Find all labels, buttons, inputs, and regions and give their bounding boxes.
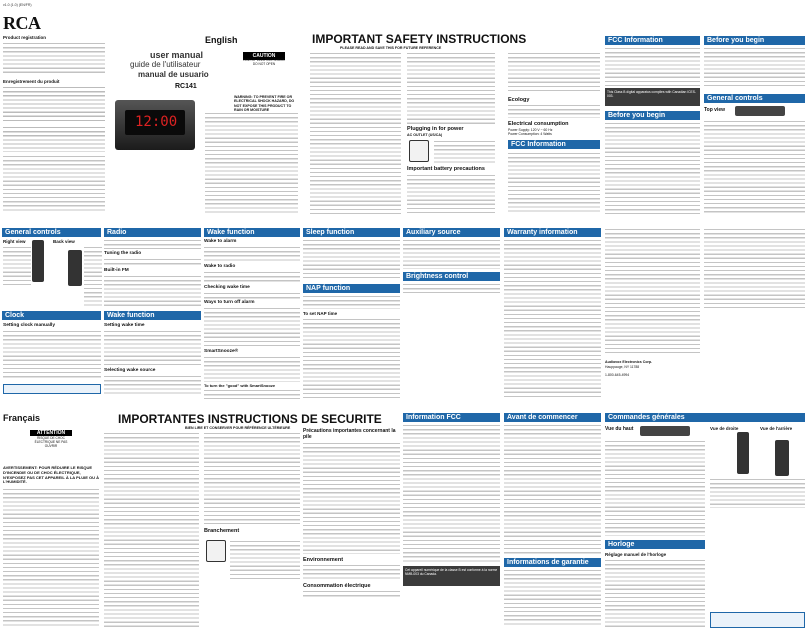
manual-title-es: manual de usuario bbox=[138, 70, 209, 79]
brightness-bar: Brightness control bbox=[403, 272, 500, 281]
aux-text bbox=[403, 239, 500, 269]
fcc-info-bar-right: FCC Information bbox=[605, 36, 700, 45]
info-fcc-text bbox=[403, 424, 500, 564]
canada-notice-fr: Cet appareil numérique de la classe B est conforme à la norme NMB-003 du Canada. bbox=[403, 566, 500, 586]
atomic-clock-note-fr bbox=[710, 612, 805, 628]
back-view-device bbox=[68, 250, 82, 286]
consommation-text bbox=[303, 590, 400, 598]
audiovox-name: Audiovox Electronics Corp. bbox=[605, 360, 653, 364]
auxiliary-bar: Auxiliary source bbox=[403, 228, 500, 237]
atomic-clock-note bbox=[3, 384, 101, 394]
nap-function-bar: NAP function bbox=[303, 284, 400, 293]
horloge-bar: Horloge bbox=[605, 540, 705, 549]
garantie-small-bar: Informations de garantie bbox=[504, 558, 601, 567]
safety-body-en-1 bbox=[205, 112, 298, 214]
manual-title-fr: guide de l'utilisateur bbox=[130, 60, 201, 69]
before-begin-bar-2: Before you begin bbox=[605, 111, 700, 120]
wake-to-alarm-heading: Wake to alarm bbox=[204, 239, 237, 244]
audiovox-address: Hauppauge, NY 11788 bbox=[605, 365, 640, 369]
warranty-text-2 bbox=[605, 228, 700, 356]
smartsnooze-text bbox=[204, 356, 300, 382]
commandes-text bbox=[605, 440, 705, 536]
wake-alarm-text bbox=[204, 246, 300, 262]
plugging-heading: Plugging in for power bbox=[407, 126, 464, 132]
selecting-wake-text bbox=[104, 375, 201, 395]
battery-precautions-heading: Important battery precautions bbox=[407, 166, 485, 172]
fcc-right-text bbox=[605, 47, 700, 87]
wake-function-bar: Wake function bbox=[204, 228, 300, 237]
safety-body-en-4 bbox=[508, 52, 600, 94]
warning-fr: AVERTISSEMENT: POUR RÉDUIRE LE RISQUE D'INCENDIE OU DE CHOC ÉLECTRIQUE, N'EXPOSEZ PAS CET APPAREIL À LA PLUIE OU À L'HUMIDITÉ. bbox=[3, 465, 99, 485]
attention-risk-text: RISQUE DE CHOC ÉLECTRIQUE NE PAS OUVRIR bbox=[34, 436, 68, 448]
attention-label: ATTENTION bbox=[30, 430, 72, 436]
reglage-manuel-heading: Réglage manuel de l'horloge bbox=[605, 552, 667, 557]
clock-display: 12:00 bbox=[135, 114, 178, 130]
ways-turn-off-heading: Ways to turn off alarm bbox=[204, 300, 255, 305]
english-heading: English bbox=[205, 35, 238, 45]
tuning-text bbox=[104, 258, 201, 266]
electrical-heading: Electrical consumption bbox=[508, 121, 569, 127]
before-begin-text bbox=[704, 47, 805, 87]
precautions-text bbox=[303, 442, 400, 554]
general-controls-bar: General controls bbox=[2, 228, 101, 237]
nap-text-1 bbox=[303, 295, 400, 309]
ecology-heading: Ecology bbox=[508, 97, 530, 103]
registration-text-en bbox=[3, 42, 105, 76]
version-label: v1.0 (1.0) (EN/FR) bbox=[3, 3, 32, 7]
setting-clock-text bbox=[3, 330, 101, 380]
environnement-text bbox=[303, 564, 400, 580]
power-consumption: Power Consumption: 4 Watts bbox=[508, 132, 552, 136]
registration-text-fr bbox=[3, 86, 105, 122]
tuning-radio-heading: Tuning the radio bbox=[104, 251, 142, 256]
avant-text bbox=[504, 424, 601, 554]
right-view-label: Right view bbox=[3, 239, 26, 244]
safety-body-fr-3 bbox=[204, 432, 300, 524]
horloge-text bbox=[605, 559, 705, 627]
warranty-bar: Warranty information bbox=[504, 228, 601, 237]
canada-notice-en: This Class B digital apparatus complies with Canadian ICES-003. bbox=[605, 88, 700, 106]
safety-body-fr-2 bbox=[104, 432, 199, 628]
brightness-text bbox=[403, 283, 500, 293]
turn-on-text bbox=[204, 389, 300, 399]
clock-bar: Clock bbox=[2, 311, 101, 320]
vue-arriere-label: Vue de l'arrière bbox=[760, 426, 793, 431]
registration-text-es2 bbox=[3, 155, 105, 213]
enregistrement-heading: Enregistrement du produit bbox=[3, 79, 60, 84]
before-begin-bar: Before you begin bbox=[704, 36, 805, 45]
registration-text-es bbox=[3, 126, 105, 152]
outlet-icon-fr bbox=[206, 540, 226, 562]
back-view-text bbox=[84, 246, 102, 306]
back-view-label: Back view bbox=[53, 239, 75, 244]
checking-wake-text bbox=[204, 292, 300, 300]
radio-text-1 bbox=[104, 239, 201, 249]
warranty-text-1 bbox=[504, 239, 601, 397]
audiovox-phone: 1-800-645-4994 bbox=[605, 373, 630, 377]
battery-text bbox=[407, 174, 495, 214]
wake-button-bar: Wake function bbox=[104, 311, 201, 320]
important-fr-subheading: BIEN LIRE ET CONSERVER POUR RÉFÉRENCE ULTÉRIEURE bbox=[185, 426, 291, 430]
product-registration-heading: Product registration bbox=[3, 35, 47, 40]
checking-wake-heading: Checking wake time bbox=[204, 285, 250, 290]
commandes-bar: Commandes générales bbox=[605, 413, 805, 422]
caution-risk-text: RISK OF ELECTRIC SHOCK DO NOT OPEN bbox=[243, 58, 285, 66]
smartsnooze-heading: SmartSnooze® bbox=[204, 349, 239, 354]
plugging-text bbox=[434, 140, 495, 164]
francais-heading: Français bbox=[3, 413, 41, 423]
safety-body-en-3 bbox=[407, 52, 495, 124]
precautions-fr-heading: Précautions importantes concernant la pile bbox=[303, 428, 396, 440]
clock-radio-image bbox=[115, 100, 195, 150]
vue-dessus-device bbox=[640, 426, 690, 436]
avant-bar: Avant de commencer bbox=[504, 413, 601, 422]
info-fcc-bar: Information FCC bbox=[403, 413, 500, 422]
commandes-text-r bbox=[710, 478, 805, 508]
sleep-function-bar: Sleep function bbox=[303, 228, 400, 237]
model-number: RC141 bbox=[175, 83, 197, 90]
wake-radio-text bbox=[204, 271, 300, 283]
builtin-fm-text bbox=[104, 275, 201, 307]
vue-arriere-device bbox=[775, 440, 789, 476]
vue-dessus-label: Vue du haut bbox=[605, 426, 634, 432]
vue-droite-device bbox=[737, 432, 749, 474]
builtin-fm-heading: Built-in FM bbox=[104, 268, 129, 273]
selecting-wake-heading: Selecting wake source bbox=[104, 368, 156, 373]
garantie-text bbox=[504, 569, 601, 627]
top-view-label: Top view bbox=[704, 107, 726, 113]
ac-outlet-label: AC OUTLET (US/CA) bbox=[407, 133, 443, 137]
radio-bar: Radio bbox=[104, 228, 201, 237]
right-view-device bbox=[32, 240, 44, 282]
fcc-info-bar-top: FCC Information bbox=[508, 140, 600, 149]
turn-on-heading: To turn the "good" with SmartSnooze bbox=[204, 383, 276, 388]
rca-logo: RCA bbox=[3, 13, 41, 33]
fcc-text-top bbox=[508, 152, 600, 214]
safety-body-en-2 bbox=[310, 52, 401, 214]
important-fr-heading: IMPORTANTES INSTRUCTIONS DE SECURITE bbox=[118, 412, 382, 426]
nap-text-2 bbox=[303, 318, 400, 398]
safety-body-fr-1 bbox=[3, 488, 99, 628]
setting-wake-heading: Setting wake time bbox=[104, 323, 145, 328]
branchement-heading: Branchement bbox=[204, 528, 240, 534]
wake-to-radio-heading: Wake to radio bbox=[204, 264, 236, 269]
top-view-device bbox=[735, 106, 785, 116]
important-safety-heading: IMPORTANT SAFETY INSTRUCTIONS bbox=[312, 32, 527, 46]
manual-title-en: user manual bbox=[150, 50, 204, 60]
ecology-text bbox=[508, 104, 600, 118]
environnement-heading: Environnement bbox=[303, 557, 344, 563]
general-controls-bar-right: General controls bbox=[704, 94, 805, 103]
branchement-text bbox=[230, 540, 300, 580]
right-view-text bbox=[3, 246, 31, 286]
power-supply: Power Supply: 120 V ~ 60 Hz bbox=[508, 128, 553, 132]
important-safety-subheading: PLEASE READ AND SAVE THIS FOR FUTURE REFERENCE bbox=[340, 46, 442, 50]
warranty-text-3 bbox=[704, 228, 805, 308]
top-view-text bbox=[704, 120, 805, 214]
setting-wake-text bbox=[104, 330, 201, 366]
outlet-icon bbox=[409, 140, 429, 162]
ways-text bbox=[204, 307, 300, 347]
setting-clock-heading: Setting clock manually bbox=[3, 323, 55, 328]
warning-en: WARNING: TO PREVENT FIRE OR ELECTRICAL SHOCK HAZARD, DO NOT EXPOSE THIS PRODUCT TO RAIN OR MOISTURE bbox=[234, 95, 295, 112]
consommation-heading: Consommation électrique bbox=[303, 583, 371, 589]
caution-label: CAUTION bbox=[243, 52, 285, 60]
before-begin-text-2 bbox=[605, 122, 700, 214]
set-nap-heading: To set NAP time bbox=[303, 311, 338, 316]
vue-droite-label: Vue de droite bbox=[710, 426, 739, 431]
sleep-text bbox=[303, 239, 400, 281]
